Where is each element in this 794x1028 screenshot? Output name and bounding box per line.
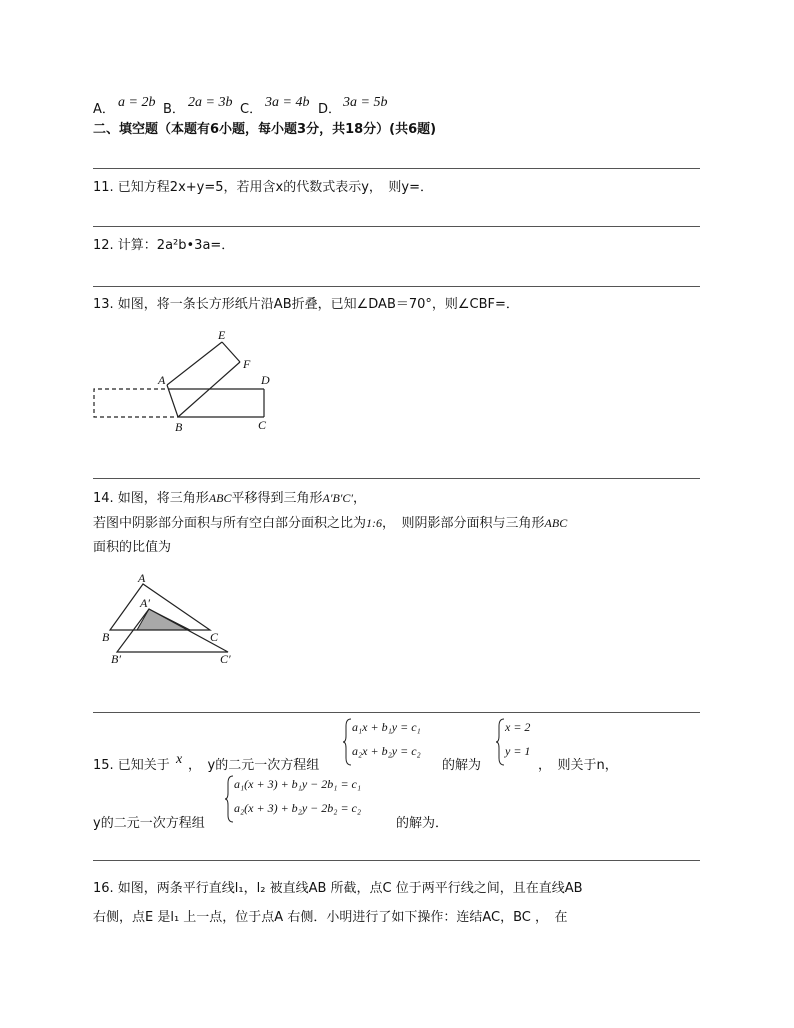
question-15-line-1b: ， y的二元一次方程组 (188, 758, 320, 773)
q14-ratio: 1:6 (366, 516, 383, 530)
q14-abc-prime: A′B′C′ (322, 491, 354, 505)
q14-text-e: ， 则阴影部分面积与三角形 (382, 516, 545, 531)
label-b: B (102, 630, 110, 644)
q15-solution-brace (495, 718, 505, 766)
option-a-letter: A． (93, 102, 115, 117)
q14-text-b: 平移得到三角形 (231, 491, 323, 506)
question-14-line-1 (93, 487, 366, 506)
translation-figure (100, 572, 240, 672)
divider (93, 712, 700, 713)
segment-ef (222, 342, 240, 362)
option-c-expr: 3a = 4b (265, 95, 310, 110)
label-a: A (158, 373, 166, 387)
q14-text-a: 14. 如图，将三角形 (93, 491, 209, 506)
question-15-line-1d: ， 则关于n， (538, 758, 618, 773)
q15-system-2-row-2: a₂(x + 3) + b₂y − 2b₂ = c₂ (234, 801, 362, 815)
divider (93, 226, 700, 227)
divider (93, 286, 700, 287)
q15-system-1-row-1: a₁x + b₁y = c₁ (352, 720, 421, 734)
label-c: C (210, 630, 219, 644)
segment-ae (167, 342, 222, 385)
label-b: B (175, 420, 183, 434)
question-16-line-2: 右侧，点E 是l₁ 上一点，位于点A 右侧．小明进行了如下操作：连结AC，BC ， 在 (93, 910, 568, 925)
option-c-letter: C． (240, 102, 263, 117)
q15-x: x (176, 752, 183, 767)
fold-figure (90, 325, 290, 437)
question-15-line-2b: 的解为． (396, 816, 449, 831)
label-e: E (218, 328, 226, 342)
question-15-line-1c: 的解为 (442, 758, 482, 773)
segment-ab (167, 385, 178, 417)
q14-abc-2: ABC (544, 516, 568, 530)
label-c: C (258, 418, 267, 432)
label-a: A (138, 572, 146, 585)
question-14-line-3: 面积的比值为 (93, 540, 172, 555)
q15-system-2-row-1: a₁(x + 3) + b₁y − 2b₁ = c₁ (234, 777, 362, 791)
question-16-line-1: 16. 如图，两条平行直线l₁，l₂ 被直线AB 所截，点C 位于两平行线之间，且在直线AB (93, 881, 583, 896)
divider (93, 860, 700, 861)
dashed-rectangle (94, 389, 178, 417)
q15-solution-row-1: x = 2 (505, 720, 531, 734)
label-d: D (261, 373, 270, 387)
label-c-prime: C′ (220, 652, 231, 666)
q15-system-1-brace (342, 718, 352, 766)
label-b-prime: B′ (111, 652, 121, 666)
question-14-line-2 (93, 512, 567, 531)
label-f: F (243, 357, 251, 371)
option-d-expr: 3a = 5b (343, 95, 388, 110)
section-title: 二、填空题（本题有6小题，每小题3分，共18分）(共6题) (93, 122, 437, 137)
option-d-letter: D． (318, 102, 342, 117)
divider (93, 168, 700, 169)
q15-system-1-row-2: a₂x + b₂y = c₂ (352, 744, 421, 758)
question-15-line-2a: y的二元一次方程组 (93, 816, 205, 831)
label-a-prime: A′ (140, 596, 150, 610)
question-12: 12. 计算：2a²b•3a=． (93, 238, 235, 253)
question-13: 13. 如图，将一条长方形纸片沿AB折叠，已知∠DAB＝70°，则∠CBF=． (93, 297, 519, 312)
q15-system-2-brace (224, 775, 234, 823)
question-11: 11. 已知方程2x+y=5，若用含x的代数式表示y， 则y=． (93, 180, 433, 195)
question-15-line-1a: 15. 已知关于 (93, 758, 170, 773)
option-a-expr: a = 2b (118, 95, 156, 110)
q14-text-c: ， (353, 491, 367, 506)
option-b-expr: 2a = 3b (188, 95, 233, 110)
option-b-letter: B． (163, 102, 185, 117)
q14-text-d: 若图中阴影部分面积与所有空白部分面积之比为 (93, 516, 367, 531)
divider (93, 478, 700, 479)
q15-solution-row-2: y = 1 (505, 744, 531, 758)
q14-abc: ABC (208, 491, 232, 505)
